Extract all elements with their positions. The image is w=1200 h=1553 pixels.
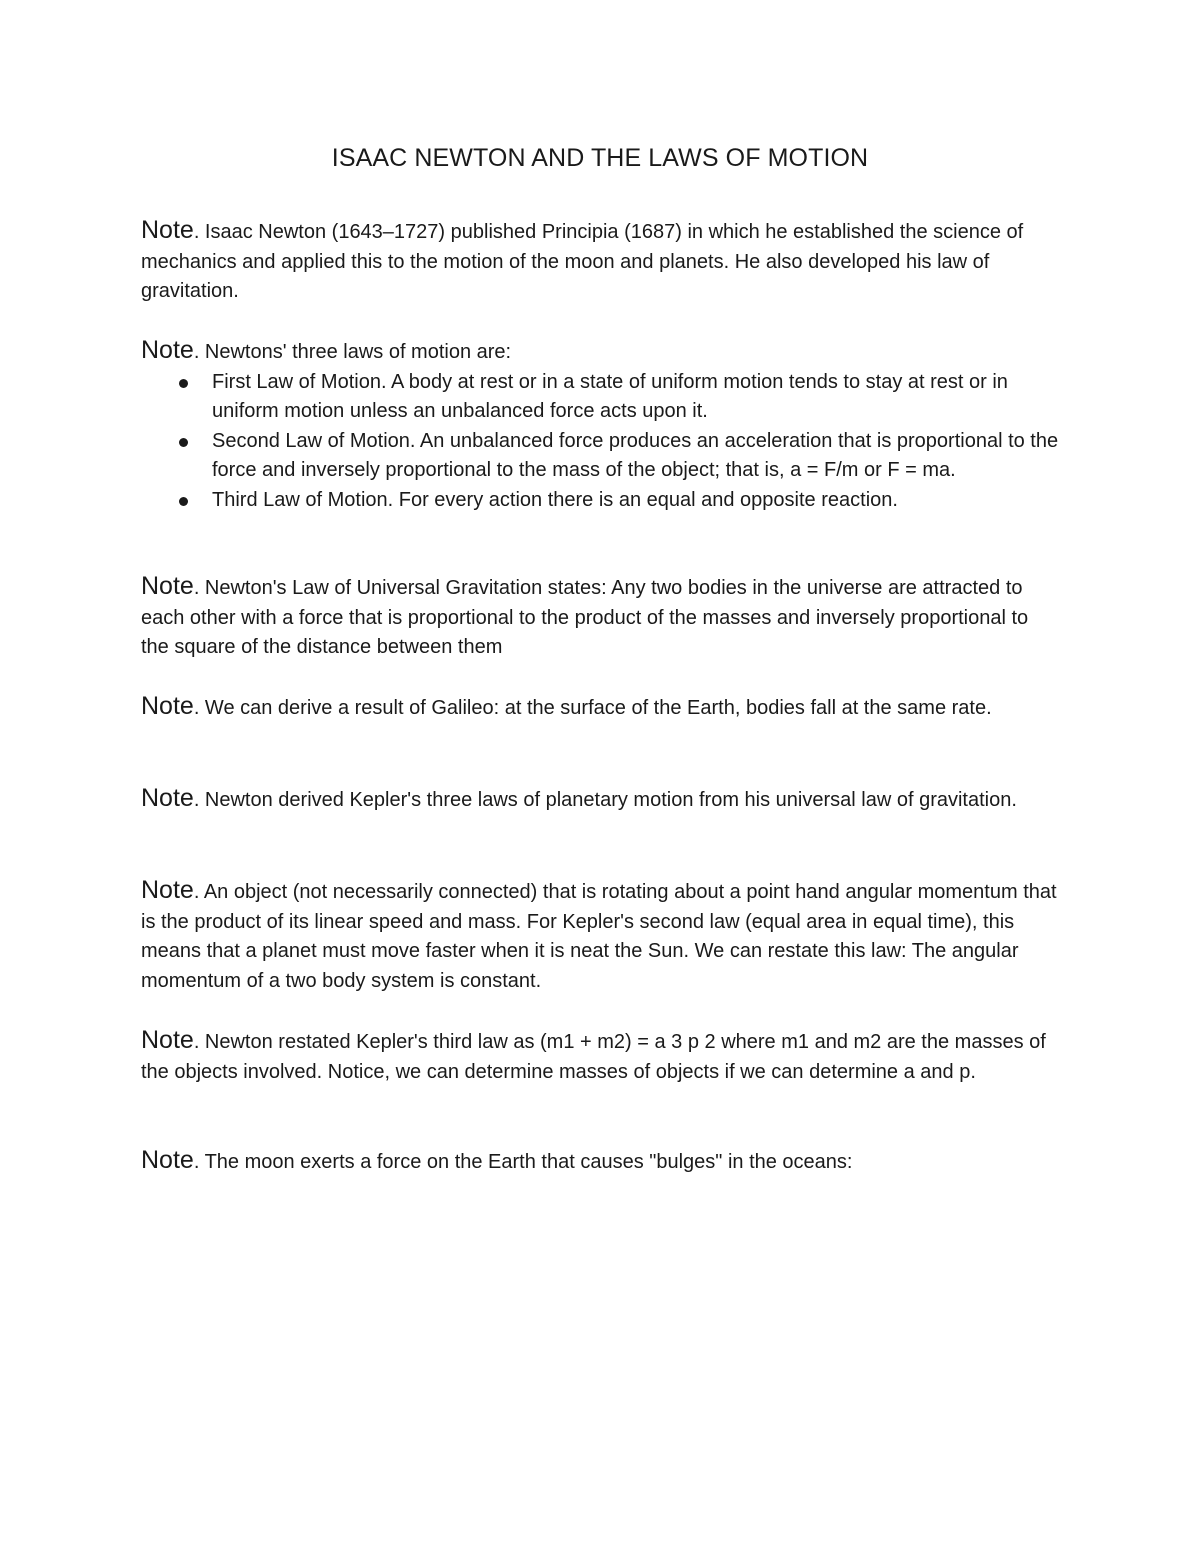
note-2-intro	[141, 336, 1061, 368]
list-item	[141, 427, 1061, 486]
note-label: Note	[141, 876, 194, 904]
note-text: . We can derive a result of Galileo: at the surface of the Earth, bodies fall at the same rate.	[193, 697, 992, 719]
note-text: . Newton restated Kepler's third law as (m1 + m2) = a 3 p 2 where m1 and m2 are the masses of the objects involved. Notice, we can determine masses of objects if we can determine a and p.	[141, 1031, 1046, 1083]
note-label: Note	[141, 336, 194, 364]
note-5	[141, 784, 1061, 816]
laws-of-motion-list	[141, 368, 1061, 516]
note-label: Note	[141, 572, 194, 600]
bullet-icon	[179, 379, 188, 388]
note-text: . Newtons' three laws of motion are:	[193, 341, 512, 363]
note-label: Note	[141, 1026, 194, 1054]
list-item-text: First Law of Motion. A body at rest or in a state of uniform motion tends to stay at rest or in uniform motion unless an unbalanced force acts upon it.	[212, 370, 1008, 422]
note-text: . The moon exerts a force on the Earth that causes "bulges" in the oceans:	[193, 1151, 853, 1173]
note-text: . Newton's Law of Universal Gravitation states: Any two bodies in the universe are attracted to each other with a force that is proportional to the product of the masses and inversely proportional to the square of the distance between them	[141, 577, 1029, 658]
document-title: ISAAC NEWTON AND THE LAWS OF MOTION	[331, 144, 869, 172]
note-text: . Newton derived Kepler's three laws of planetary motion from his universal law of gravitation.	[193, 789, 1017, 811]
note-label: Note	[141, 216, 194, 244]
note-2	[141, 336, 1061, 515]
note-text: . An object (not necessarily connected) that is rotating about a point hand angular momentum that is the product of its linear speed and mass. For Kepler's second law (equal area in equal time), this means that a planet must move faster when it is neat the Sun. We can restate this law: The angular momentum of a two body system is constant.	[141, 881, 1057, 992]
list-item	[141, 368, 1061, 427]
note-7	[141, 1026, 1061, 1087]
note-1	[141, 216, 1061, 307]
note-6	[141, 876, 1061, 996]
note-label: Note	[141, 692, 194, 720]
list-item	[141, 486, 1061, 516]
list-item-text: Third Law of Motion. For every action there is an equal and opposite reaction.	[212, 488, 898, 511]
bullet-icon	[179, 497, 188, 506]
note-8	[141, 1146, 1061, 1178]
note-3	[141, 572, 1061, 663]
note-text: . Isaac Newton (1643–1727) published Principia (1687) in which he established the science of mechanics and applied this to the motion of the moon and planets. He also developed his law of gravitation.	[141, 221, 1024, 302]
note-label: Note	[141, 784, 194, 812]
list-item-text: Second Law of Motion. An unbalanced force produces an acceleration that is proportional to the force and inversely proportional to the mass of the object; that is, a = F/m or F = ma.	[212, 429, 1059, 481]
bullet-icon	[179, 438, 188, 447]
note-label: Note	[141, 1146, 194, 1174]
note-4	[141, 692, 1061, 724]
